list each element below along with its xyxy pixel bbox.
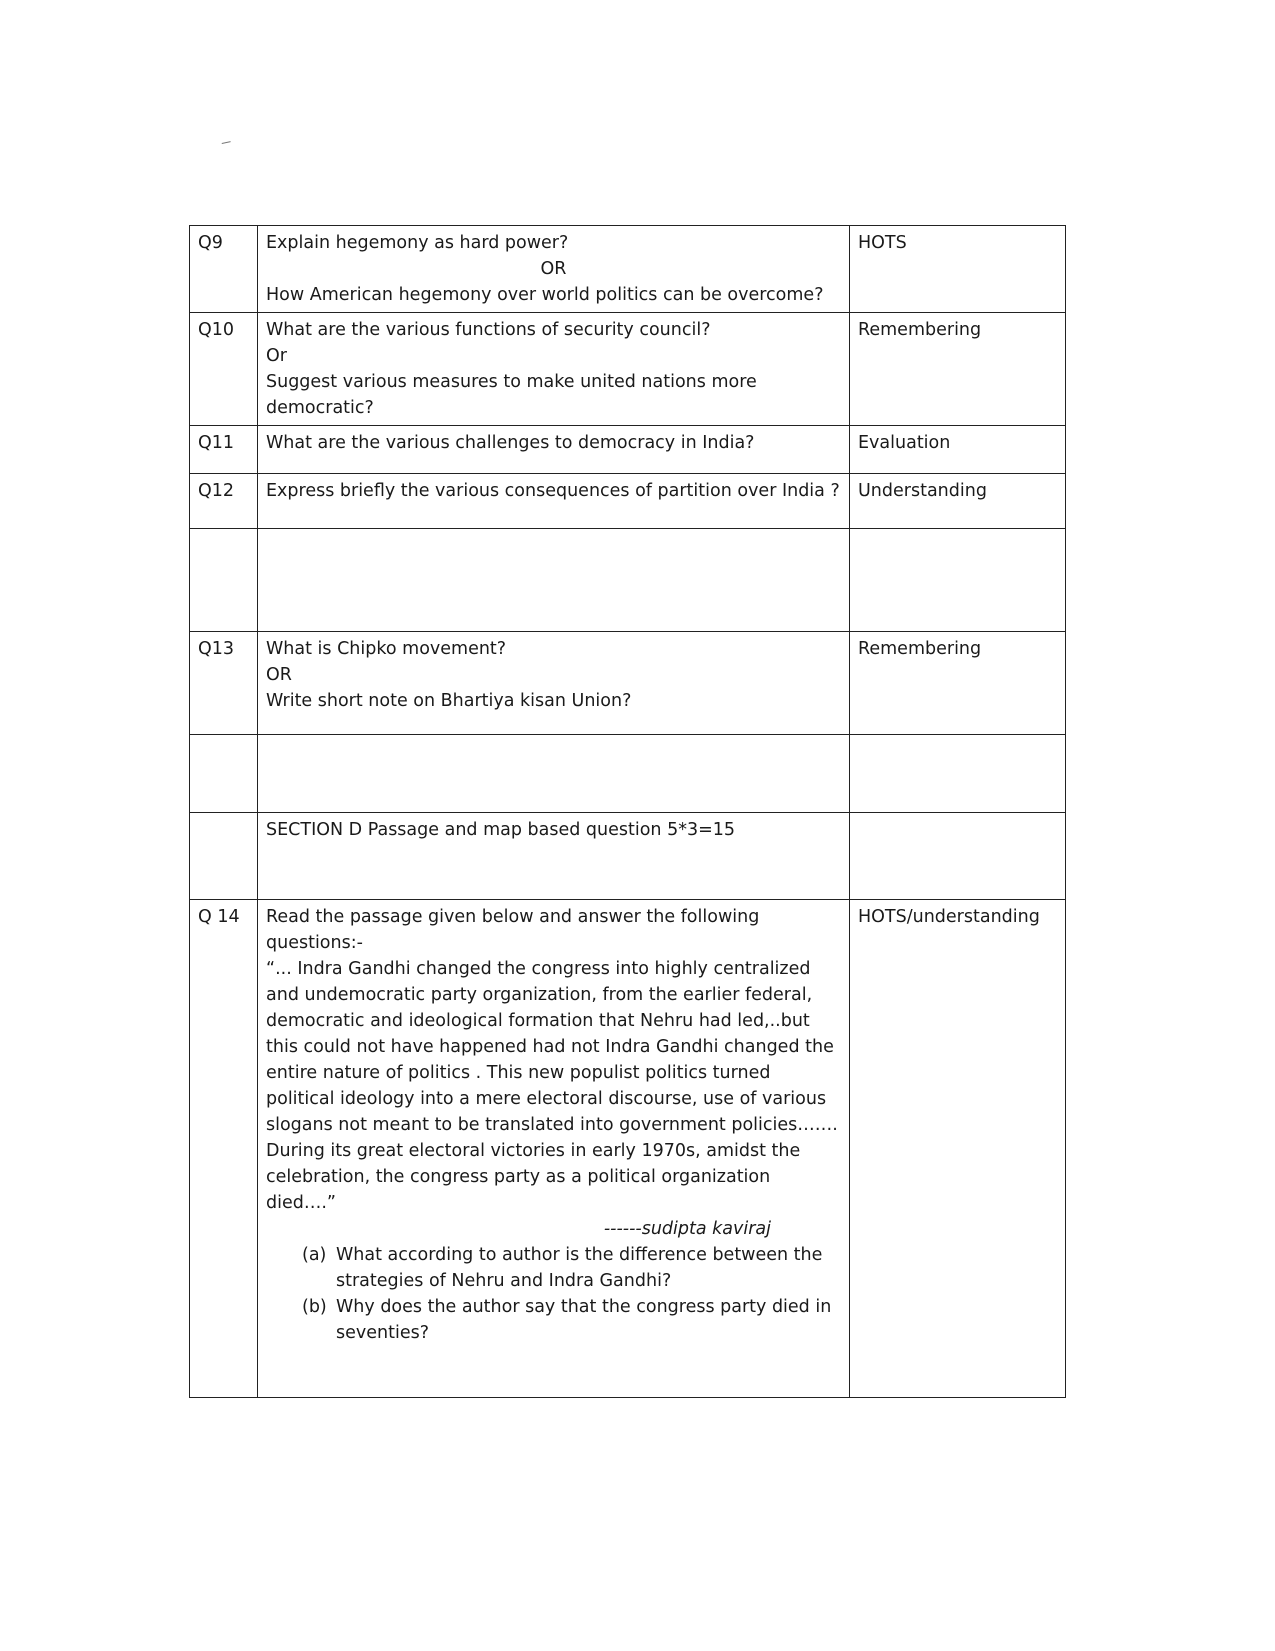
question-number: Q12 xyxy=(190,474,258,529)
question-text: Express briefly the various consequences of partition over India ? xyxy=(258,474,850,529)
question-number: Q10 xyxy=(190,313,258,426)
sub-question-text: Why does the author say that the congress party died in seventies? xyxy=(336,1297,832,1343)
table-row-q12 xyxy=(190,474,1066,529)
table-row-q11 xyxy=(190,426,1066,474)
question-text xyxy=(258,313,850,426)
sub-question-text: What according to author is the difference between the strategies of Nehru and Indra Gandhi? xyxy=(336,1245,823,1291)
question-text xyxy=(258,226,850,313)
question-text xyxy=(258,632,850,735)
cognitive-level: Remembering xyxy=(850,313,1066,426)
passage-intro: Read the passage given below and answer the following questions:- xyxy=(266,907,760,953)
table-row-q13 xyxy=(190,632,1066,735)
question-table xyxy=(189,225,1066,1398)
question-number: Q11 xyxy=(190,426,258,474)
scan-speck xyxy=(222,141,232,147)
question-alternative: Write short note on Bhartiya kisan Union? xyxy=(266,691,632,711)
cognitive-level: Evaluation xyxy=(850,426,1066,474)
table-row-q14 xyxy=(190,900,1066,1398)
question-alternative: How American hegemony over world politics can be overcome? xyxy=(266,285,824,305)
sub-question-b xyxy=(302,1294,841,1346)
table-row-q10 xyxy=(190,313,1066,426)
cognitive-level: HOTS/understanding xyxy=(850,900,1066,1398)
or-label: OR xyxy=(266,665,292,685)
table-row-empty xyxy=(190,529,1066,632)
sub-question-a xyxy=(302,1242,841,1294)
sub-question-label: (a) xyxy=(302,1245,327,1265)
or-label: OR xyxy=(540,259,567,279)
passage-text: “... Indra Gandhi changed the congress into highly centralized and undemocratic party organization, from the earlier federal, democratic and ideological formation that Nehru had led,..but this could not have happened had not Indra Gandhi changed the entire nature of politics . This new populist politics turned political ideology into a mere electoral discourse, use of various slogans not meant to be translated into government policies……. During its great electoral victories in early 1970s, amidst the celebration, the congress party as a political organization died….” xyxy=(266,959,838,1213)
question-alternative: Suggest various measures to make united nations more democratic? xyxy=(266,372,757,418)
question-main: What are the various functions of security council? xyxy=(266,320,711,340)
sub-question-label: (b) xyxy=(302,1297,327,1317)
question-number: Q13 xyxy=(190,632,258,735)
passage-author: ------sudipta kaviraj xyxy=(603,1219,771,1239)
table-row-q9 xyxy=(190,226,1066,313)
question-main: Explain hegemony as hard power? xyxy=(266,233,569,253)
question-text: What are the various challenges to democracy in India? xyxy=(258,426,850,474)
question-number: Q9 xyxy=(190,226,258,313)
cognitive-level: Remembering xyxy=(850,632,1066,735)
or-label: Or xyxy=(266,346,287,366)
section-heading: SECTION D Passage and map based question 5*3=15 xyxy=(258,813,850,900)
table-row-section-d xyxy=(190,813,1066,900)
passage-question xyxy=(258,900,850,1398)
cognitive-level: HOTS xyxy=(850,226,1066,313)
question-main: What is Chipko movement? xyxy=(266,639,507,659)
cognitive-level: Understanding xyxy=(850,474,1066,529)
question-number: Q 14 xyxy=(190,900,258,1398)
table-row-empty xyxy=(190,735,1066,813)
